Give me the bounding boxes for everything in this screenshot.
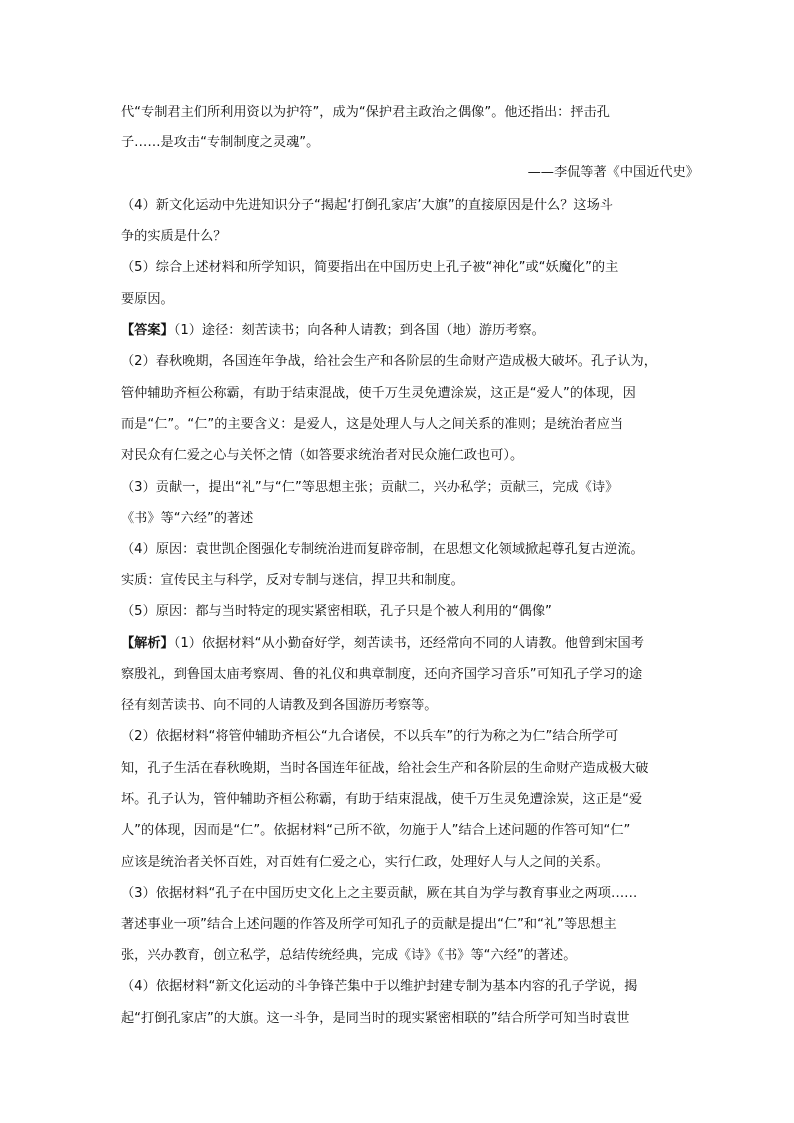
question-4-line-2: 争的实质是什么？: [121, 229, 227, 244]
answer-label: 【答案】: [121, 323, 174, 338]
analysis-line-6: 坏。孔子认为，管仲辅助齐桓公称霸，有助于结束混战，使千万生灵免遭涂炭，这正是“爱: [121, 792, 643, 807]
source-citation: ——李侃等著《中国近代史》: [527, 165, 699, 180]
analysis-line-8: 应该是统治者关怀百姓，对百姓有仁爱之心，实行仁政，处理好人与人之间的关系。: [121, 855, 609, 870]
answer-line-4: 而是“仁”。“仁”的主要含义：是爱人，这是处理人与人之间关系的准则；是统治者应当: [121, 417, 624, 432]
text-line-2: 子……是攻击“专制制度之灵魂”。: [121, 135, 320, 150]
analysis-text-1: （1）依据材料“从小勤奋好学，刻苦读书，还经常向不同的人请教。他曾到宋国考: [173, 636, 644, 651]
analysis-line-11: 张，兴办教育，创立私学，总结传统经典，完成《诗》《书》等“六经”的著述。: [121, 948, 577, 963]
analysis-line-12: （4）依据材料“新文化运动的斗争锋芒集中于以维护封建专制为基本内容的孔子学说，揭: [121, 979, 638, 994]
analysis-line-7: 人”的体现，因而是“仁”。依据材料“己所不欲，勿施于人”结合上述问题的作答可知“仁”: [121, 823, 631, 838]
answer-line-10: （5）原因：都与当时特定的现实紧密相联，孔子只是个被人利用的“偶像”: [121, 604, 552, 619]
analysis-line-10: 著述事业一项”结合上述问题的作答及所学可知孔子的贡献是提出“仁”和“礼”等思想主: [121, 917, 617, 932]
answer-line-8: （4）原因：袁世凯企图强化专制统治进而复辟帝制，在思想文化领域掀起尊孔复古逆流。: [121, 542, 644, 557]
analysis-line-5: 知，孔子生活在春秋晚期，当时各国连年征战，给社会生产和各阶层的生命财产造成极大破: [121, 761, 649, 776]
answer-line-7: 《书》等“六经”的著述: [121, 511, 254, 526]
question-4-line-1: （4）新文化运动中先进知识分子“揭起‘打倒孔家店’大旗”的直接原因是什么？这场斗: [121, 198, 613, 213]
analysis-line-2: 察殷礼，到鲁国太庙考察周、鲁的礼仪和典章制度，还向齐国学习音乐”可知孔子学习的途: [121, 667, 643, 682]
text-line-1: 代“专制君主们所利用资以为护符”，成为“保护君主政治之偶像”。他还指出：抨击孔: [121, 105, 610, 120]
answer-line-6: （3）贡献一，提出“礼”与“仁”等思想主张；贡献二，兴办私学；贡献三，完成《诗》: [121, 480, 619, 495]
question-5-line-1: （5）综合上述材料和所学知识，简要指出在中国历史上孔子被“神化”或“妖魔化”的主: [121, 260, 619, 275]
analysis-label: 【解析】: [121, 636, 174, 651]
answer-line-2: （2）春秋晚期，各国连年争战，给社会生产和各阶层的生命财产造成极大破坏。孔子认为，: [121, 354, 657, 369]
answer-text-1: （1）途径：刻苦读书；向各种人请教；到各国（地）游历考察。: [173, 323, 545, 338]
analysis-line-13: 起“打倒孔家店”的大旗。这一斗争，是同当时的现实紧密相联的”结合所学可知当时袁世: [121, 1011, 630, 1026]
analysis-line-3: 径有刻苦读书、向不同的人请教及到各国游历考察等。: [121, 698, 438, 713]
analysis-line-4: （2）依据材料“将管仲辅助齐桓公“九合诸侯，不以兵车”的行为称之为仁”结合所学可: [121, 729, 619, 744]
question-5-line-2: 要原因。: [121, 292, 174, 307]
answer-line-3: 管仲辅助齐桓公称霸，有助于结束混战，使千万生灵免遭涂炭，这正是“爱人”的体现，因: [121, 386, 636, 401]
analysis-line-1: [121, 630, 681, 658]
answer-line-9: 实质：宣传民主与科学，反对专制与迷信，捍卫共和制度。: [121, 573, 464, 588]
analysis-line-9: （3）依据材料“孔子在中国历史文化上之主要贡献，厥在其自为学与教育事业之两项……: [121, 886, 638, 901]
answer-line-1: [121, 317, 681, 345]
answer-line-5: 对民众有仁爱之心与关怀之情（如答要求统治者对民众施仁政也可）。: [121, 448, 524, 463]
